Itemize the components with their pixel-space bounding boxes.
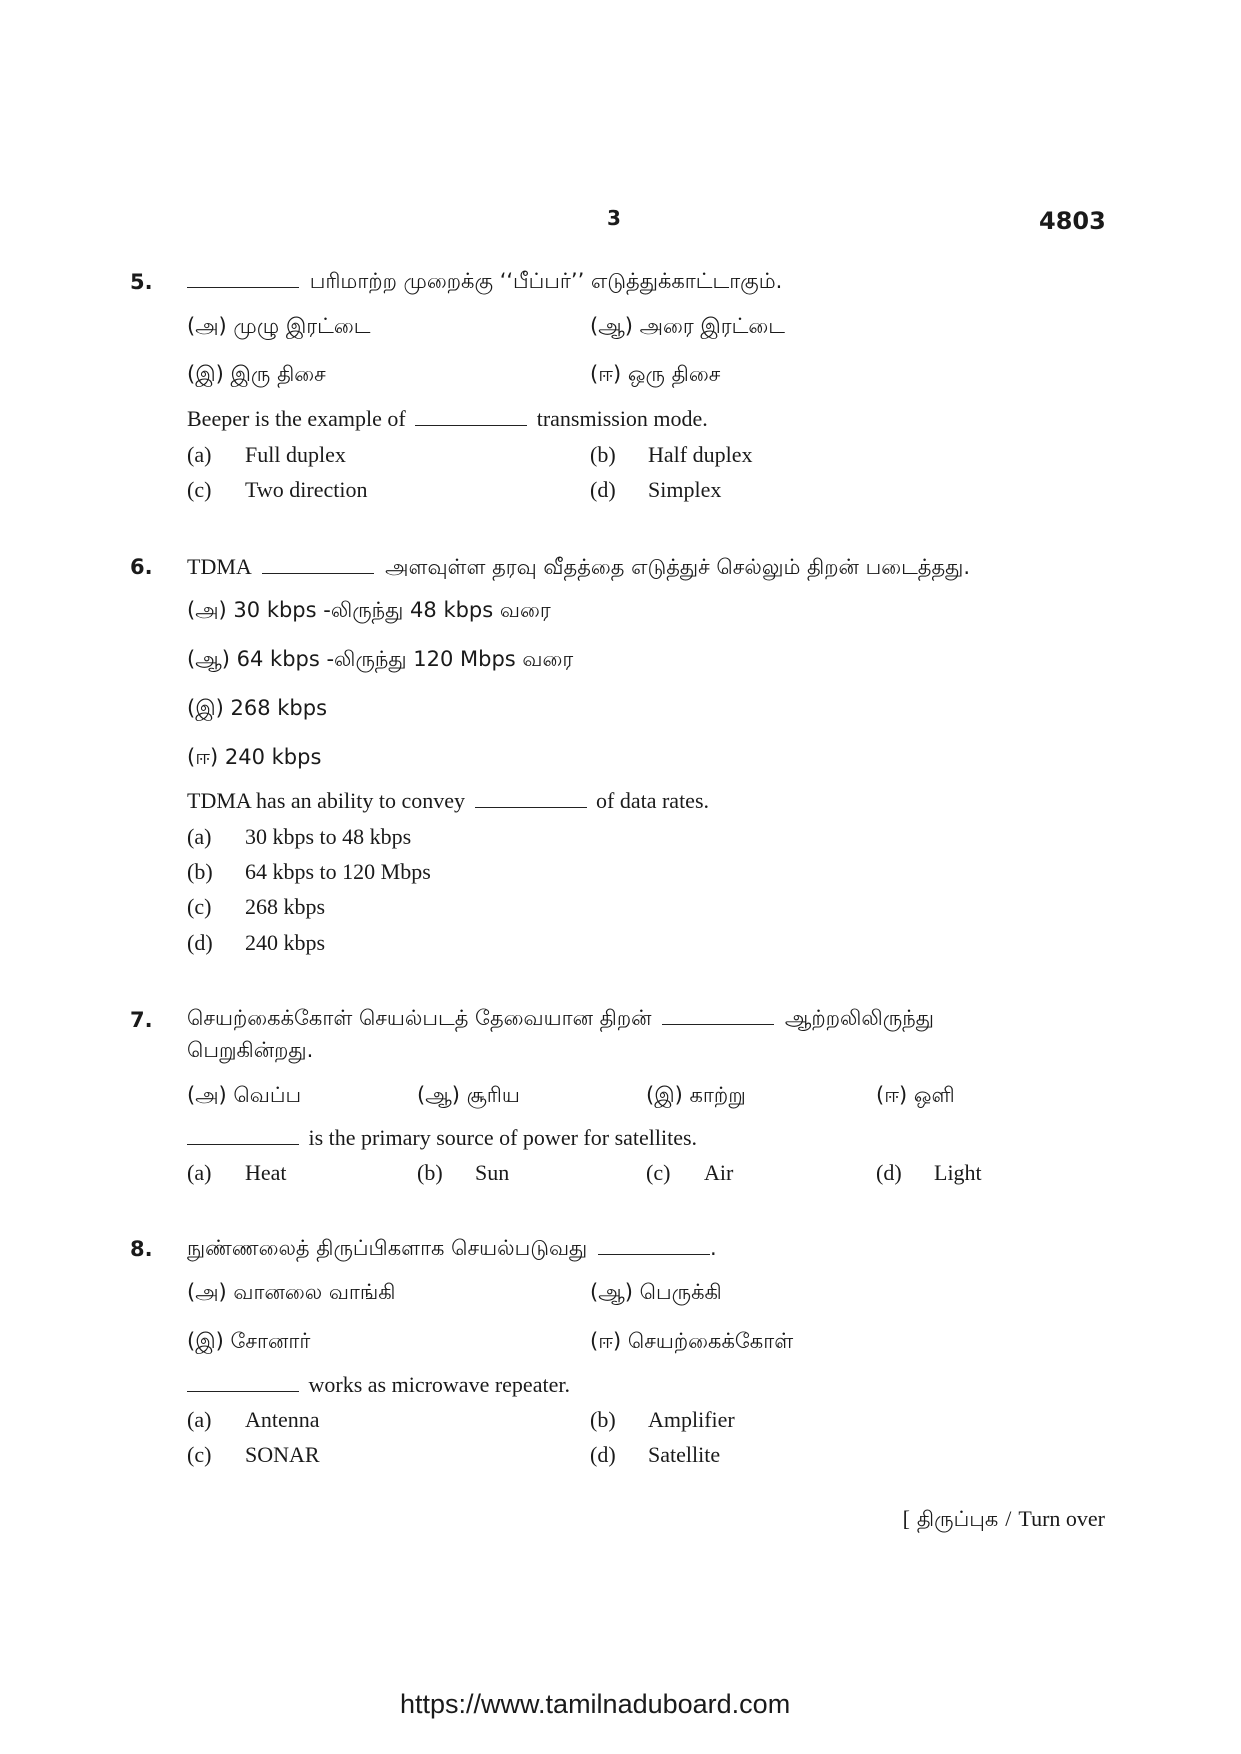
- option-label: (அ): [187, 598, 227, 622]
- option-label: (c): [646, 1160, 671, 1185]
- answer-blank: [475, 806, 587, 808]
- question-8-tamil-post: .: [709, 1236, 717, 1260]
- option-text: Amplifier: [648, 1407, 735, 1432]
- option-text: 64 kbps -லிருந்து 120 Mbps வரை: [236, 647, 574, 671]
- option-label: (c): [187, 477, 212, 502]
- turn-over-separator: /: [1005, 1506, 1012, 1531]
- question-8-tamil-option-b: [590, 1280, 722, 1307]
- question-5-english-pre: Beeper is the example of: [187, 406, 406, 431]
- question-5-tamil-option-a: [187, 314, 370, 341]
- question-6-option-c: [187, 894, 325, 920]
- option-text: சூரிய: [466, 1083, 520, 1107]
- answer-blank: [415, 424, 527, 426]
- question-7-english-post: is the primary source of power for satellites.: [308, 1125, 698, 1150]
- option-label: (ஈ): [876, 1083, 908, 1107]
- question-8-english-post: works as microwave repeater.: [308, 1372, 570, 1397]
- option-text: இரு திசை: [230, 362, 326, 386]
- answer-blank: [187, 286, 299, 288]
- option-label: (இ): [646, 1083, 683, 1107]
- option-text: 240 kbps: [224, 745, 322, 769]
- option-label: (அ): [187, 314, 227, 338]
- question-7-tamil-stem-line2: பெறுகின்றது.: [187, 1038, 314, 1062]
- option-label: (ஆ): [187, 647, 230, 671]
- option-label: (இ): [187, 1329, 224, 1353]
- question-7-tamil-option-b: [417, 1083, 520, 1110]
- question-7-tamil-option-c: [646, 1083, 746, 1110]
- option-label: (ஈ): [187, 745, 219, 769]
- option-text: 268 kbps: [245, 894, 326, 919]
- option-text: வானலை வாங்கி: [233, 1280, 396, 1304]
- question-6-tamil-text: அளவுள்ள தரவு வீதத்தை எடுத்துச் செல்லும் திறன் படைத்தது.: [385, 555, 971, 579]
- question-8-tamil-option-c: [187, 1329, 310, 1356]
- question-8-number: 8.: [130, 1237, 153, 1261]
- option-label: (b): [590, 442, 616, 467]
- question-5-tamil-option-d: [590, 362, 720, 389]
- option-label: (ஈ): [590, 1329, 622, 1353]
- turn-over-bracket: [: [902, 1506, 910, 1531]
- option-text: அரை இரட்டை: [639, 314, 785, 338]
- option-text: ஒரு திசை: [627, 362, 721, 386]
- option-label: (b): [417, 1160, 443, 1185]
- question-6-tamil-option-d: [187, 745, 321, 772]
- option-text: 30 kbps -லிருந்து 48 kbps வரை: [233, 598, 551, 622]
- question-8-tamil-option-d: [590, 1329, 793, 1356]
- paper-code: 4803: [1039, 207, 1106, 235]
- question-6-tamil-option-a: [187, 598, 551, 625]
- question-8-tamil-option-a: [187, 1280, 396, 1307]
- option-text: 64 kbps to 120 Mbps: [245, 859, 431, 884]
- option-label: (இ): [187, 362, 224, 386]
- question-5-english-stem: [187, 406, 708, 432]
- question-6-option-b: [187, 859, 431, 885]
- answer-blank: [262, 572, 374, 574]
- question-5-option-c: [187, 477, 367, 503]
- question-8-english-stem: [187, 1372, 570, 1398]
- option-label: (c): [187, 894, 212, 919]
- question-8-tamil-stem: [187, 1236, 717, 1263]
- option-text: முழு இரட்டை: [233, 314, 371, 338]
- answer-blank: [187, 1143, 299, 1145]
- option-label: (b): [590, 1407, 616, 1432]
- option-text: வெப்ப: [233, 1083, 302, 1107]
- option-text: Light: [934, 1160, 982, 1185]
- option-label: (d): [590, 477, 616, 502]
- question-7-option-b: [417, 1160, 509, 1186]
- option-text: Antenna: [245, 1407, 320, 1432]
- question-7-number: 7.: [130, 1008, 153, 1032]
- option-label: (a): [187, 1160, 212, 1185]
- question-6-number: 6.: [130, 555, 153, 579]
- answer-blank: [662, 1023, 774, 1025]
- question-5-tamil-option-c: [187, 362, 326, 389]
- option-text: Full duplex: [245, 442, 346, 467]
- turn-over-english: Turn over: [1018, 1506, 1105, 1531]
- question-8-option-b: [590, 1407, 735, 1433]
- option-text: 268 kbps: [230, 696, 328, 720]
- question-5-tamil-text: பரிமாற்ற முறைக்கு ‘‘பீப்பர்’’ எடுத்துக்காட்டாகும்.: [309, 269, 783, 293]
- option-label: (a): [187, 442, 212, 467]
- question-6-english-stem: [187, 788, 709, 814]
- option-text: 240 kbps: [245, 930, 326, 955]
- question-6-tamil-pre: TDMA: [187, 554, 252, 579]
- question-5-tamil-stem: [187, 269, 782, 296]
- option-text: Heat: [245, 1160, 287, 1185]
- option-label: (d): [187, 930, 213, 955]
- option-text: Satellite: [648, 1442, 721, 1467]
- option-label: (a): [187, 1407, 212, 1432]
- question-6-option-a: [187, 824, 411, 850]
- option-label: (அ): [187, 1280, 227, 1304]
- option-label: (b): [187, 859, 213, 884]
- option-text: Air: [704, 1160, 734, 1185]
- option-text: காற்று: [689, 1083, 746, 1107]
- question-5-option-b: [590, 442, 752, 468]
- turn-over-tamil: திருப்புக: [916, 1507, 999, 1531]
- question-7-option-c: [646, 1160, 733, 1186]
- option-label: (ஆ): [417, 1083, 460, 1107]
- question-8-option-c: [187, 1442, 320, 1468]
- turn-over-note: [903, 1506, 1105, 1534]
- option-text: 30 kbps to 48 kbps: [245, 824, 412, 849]
- answer-blank: [187, 1390, 299, 1392]
- option-label: (ஆ): [590, 1280, 633, 1304]
- answer-blank: [598, 1253, 710, 1255]
- question-6-tamil-stem: [187, 554, 970, 582]
- option-text: ஒளி: [913, 1083, 955, 1107]
- question-7-tamil-post: ஆற்றலிலிருந்து: [784, 1006, 934, 1030]
- question-7-tamil-option-a: [187, 1083, 301, 1110]
- question-7-tamil-option-d: [876, 1083, 955, 1110]
- question-5-option-a: [187, 442, 346, 468]
- question-5-english-post: transmission mode.: [536, 406, 708, 431]
- footer-url[interactable]: https://www.tamilnaduboard.com: [400, 1689, 791, 1719]
- question-7-tamil-pre: செயற்கைக்கோள் செயல்படத் தேவையான திறன்: [187, 1006, 652, 1030]
- option-text: Two direction: [245, 477, 368, 502]
- question-5-option-d: [590, 477, 721, 503]
- question-8-tamil-pre: நுண்ணலைத் திருப்பிகளாக செயல்படுவது: [187, 1236, 588, 1260]
- option-label: (c): [187, 1442, 212, 1467]
- question-6-tamil-option-b: [187, 647, 573, 674]
- question-8-option-d: [590, 1442, 720, 1468]
- option-label: (இ): [187, 696, 224, 720]
- option-text: Sun: [475, 1160, 510, 1185]
- question-7-option-a: [187, 1160, 287, 1186]
- question-7-tamil-stem: [187, 1006, 934, 1033]
- option-text: Half duplex: [648, 442, 753, 467]
- option-label: (d): [876, 1160, 902, 1185]
- question-6-english-post: of data rates.: [596, 788, 710, 813]
- question-6-tamil-option-c: [187, 696, 327, 723]
- option-text: பெருக்கி: [639, 1280, 722, 1304]
- question-7-english-stem: [187, 1125, 697, 1151]
- option-label: (ஆ): [590, 314, 633, 338]
- option-label: (அ): [187, 1083, 227, 1107]
- question-7-option-d: [876, 1160, 982, 1186]
- question-6-english-pre: TDMA has an ability to convey: [187, 788, 466, 813]
- option-label: (ஈ): [590, 362, 622, 386]
- option-text: செயற்கைக்கோள்: [627, 1329, 794, 1353]
- option-label: (a): [187, 824, 212, 849]
- option-text: Simplex: [648, 477, 722, 502]
- option-label: (d): [590, 1442, 616, 1467]
- question-5-tamil-option-b: [590, 314, 785, 341]
- option-text: சோனார்: [230, 1329, 311, 1353]
- question-6-option-d: [187, 930, 325, 956]
- option-text: SONAR: [245, 1442, 320, 1467]
- page-number: 3: [607, 206, 621, 230]
- question-8-option-a: [187, 1407, 320, 1433]
- question-5-number: 5.: [130, 270, 153, 294]
